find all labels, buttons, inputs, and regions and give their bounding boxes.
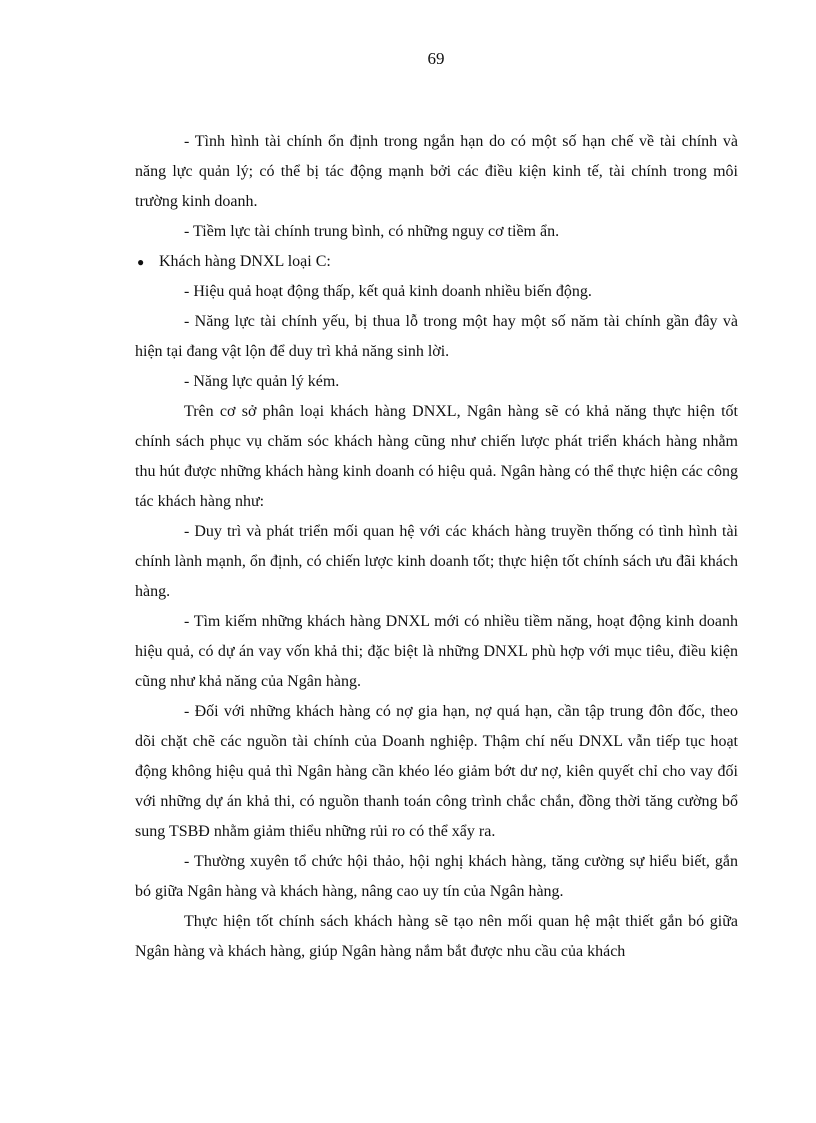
paragraph-financial-stability: - Tình hình tài chính ổn định trong ngắn hạn do có một số hạn chế về tài chính và năng lực quản lý; có thể bị tác động mạnh bởi các điều kiện kinh tế, tài chính trong môi trường kinh doanh. bbox=[135, 133, 738, 210]
paragraph-conclusion: Thực hiện tốt chính sách khách hàng sẽ tạo nên mối quan hệ mật thiết gắn bó giữa Ngân hàng và khách hàng, giúp Ngân hàng nắm bắt được nhu cầu của khách bbox=[135, 913, 738, 960]
bullet-item-label: Khách hàng DNXL loại C: bbox=[159, 253, 331, 270]
bullet-icon: ● bbox=[137, 255, 145, 269]
paragraph-maintain-relationships: - Duy trì và phát triển mối quan hệ với các khách hàng truyền thống có tình hình tài chính lành mạnh, ổn định, có chiến lược kinh doanh tốt; thực hiện tốt chính sách ưu đãi khách hàng. bbox=[135, 523, 738, 600]
page-number: 69 bbox=[427, 49, 445, 68]
paragraph-new-customers: - Tìm kiếm những khách hàng DNXL mới có nhiều tiềm năng, hoạt động kinh doanh hiệu quả, có dự án vay vốn khả thi; đặc biệt là những DNXL phù hợp với mục tiêu, điều kiện cũng như khả năng của Ngân hàng. bbox=[135, 613, 738, 690]
document-body bbox=[135, 127, 738, 967]
paragraph-classification-basis: Trên cơ sở phân loại khách hàng DNXL, Ngân hàng sẽ có khả năng thực hiện tốt chính sách phục vụ chăm sóc khách hàng cũng như chiến lược phát triển khách hàng nhằm thu hút được những khách hàng kinh doanh có hiệu quả. Ngân hàng có thể thực hiện các công tác khách hàng như: bbox=[135, 403, 738, 510]
paragraph-weak-finance: - Năng lực tài chính yếu, bị thua lỗ trong một hay một số năm tài chính gần đây và hiện tại đang vật lộn để duy trì khả năng sinh lời. bbox=[135, 313, 738, 360]
paragraph-low-efficiency: - Hiệu quả hoạt động thấp, kết quả kinh doanh nhiều biến động. bbox=[184, 283, 592, 300]
bullet-item-customer-type-c bbox=[135, 247, 738, 277]
paragraph-overdue-debt: - Đối với những khách hàng có nợ gia hạn, nợ quá hạn, cần tập trung đôn đốc, theo dõi chặt chẽ các nguồn tài chính của Doanh nghiệp. Thậm chí nếu DNXL vẫn tiếp tục hoạt động không hiệu quả thì Ngân hàng cần khéo léo giảm bớt dư nợ, kiên quyết chỉ cho vay đối với những dự án khả thi, có nguồn thanh toán công trình chắc chắn, đồng thời tăng cường bổ sung TSBĐ nhằm giảm thiểu những rủi ro có thể xẩy ra. bbox=[135, 703, 738, 840]
paragraph-financial-potential: - Tiềm lực tài chính trung bình, có những nguy cơ tiềm ẩn. bbox=[184, 223, 560, 240]
paragraph-customer-conferences: - Thường xuyên tổ chức hội thảo, hội nghị khách hàng, tăng cường sự hiểu biết, gắn bó giữa Ngân hàng và khách hàng, nâng cao uy tín của Ngân hàng. bbox=[135, 853, 738, 900]
paragraph-weak-management: - Năng lực quản lý kém. bbox=[184, 373, 340, 390]
